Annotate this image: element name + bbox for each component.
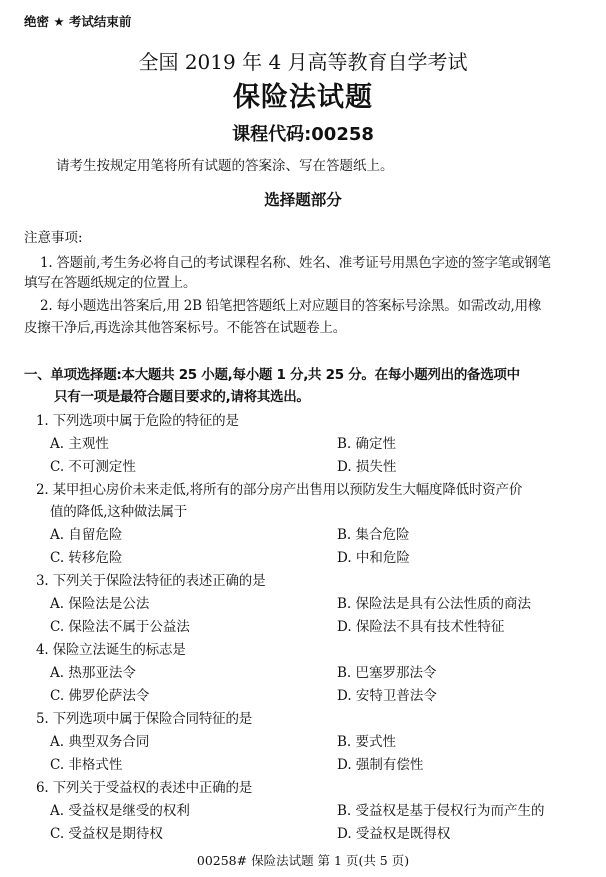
notes-heading: 注意事项:	[24, 230, 83, 246]
option-a: A. 自留危险	[50, 527, 123, 543]
option-a: A. 保险法是公法	[50, 596, 150, 612]
option-d: D. 中和危险	[337, 550, 410, 566]
option-c: C. 受益权是期待权	[50, 826, 163, 842]
question-stem: 4. 保险立法诞生的标志是	[36, 642, 186, 658]
course-code: 课程代码:00258	[232, 124, 374, 145]
question-stem: 5. 下列选项中属于保险合同特征的是	[36, 711, 253, 727]
exam-title: 全国 2019 年 4 月高等教育自学考试	[138, 50, 468, 74]
option-a: A. 典型双务合同	[50, 734, 150, 750]
question-stem-cont: 值的降低,这种做法属于	[50, 504, 188, 520]
part-one-heading: 一、单项选择题:本大题共 25 小题,每小题 1 分,共 25 分。在每小题列出的备选项中	[24, 367, 520, 383]
note-line: 2. 每小题选出答案后,用 2B 铅笔把答题纸上对应题目的答案标号涂黑。如需改动,用橡	[40, 298, 542, 314]
option-d: D. 安特卫普法令	[337, 688, 437, 704]
option-d: D. 强制有偿性	[337, 757, 424, 773]
question-stem: 1. 下列选项中属于危险的特征的是	[36, 413, 239, 429]
paper-title: 保险法试题	[233, 82, 373, 113]
option-b: B. 确定性	[337, 436, 397, 452]
option-b: B. 要式性	[337, 734, 397, 750]
question-stem: 6. 下列关于受益权的表述中正确的是	[36, 780, 253, 796]
option-a: A. 主观性	[50, 436, 109, 452]
answer-instruction: 请考生按规定用笔将所有试题的答案涂、写在答题纸上。	[56, 158, 394, 174]
option-c: C. 转移危险	[50, 550, 123, 566]
option-a: A. 热那亚法令	[50, 665, 136, 681]
option-c: C. 非格式性	[50, 757, 123, 773]
option-b: B. 受益权是基于侵权行为而产生的	[337, 803, 545, 819]
note-line: 1. 答题前,考生务必将自己的考试课程名称、姓名、准考证号用黑色字迹的签字笔或钢笔	[40, 255, 551, 271]
section-title: 选择题部分	[264, 191, 342, 209]
option-b: B. 保险法是具有公法性质的商法	[337, 596, 532, 612]
question-stem: 3. 下列关于保险法特征的表述正确的是	[36, 573, 266, 589]
question-stem: 2. 某甲担心房价未来走低,将所有的部分房产出售用以预防发生大幅度降低时资产价	[36, 482, 523, 498]
part-one-heading-cont: 只有一项是最符合题目要求的,请将其选出。	[54, 389, 310, 405]
note-line: 填写在答题纸规定的位置上。	[24, 275, 197, 291]
page-footer: 00258# 保险法试题 第 1 页(共 5 页)	[196, 853, 410, 868]
option-a: A. 受益权是继受的权利	[50, 803, 190, 819]
option-c: C. 佛罗伦萨法令	[50, 688, 150, 704]
option-b: B. 集合危险	[337, 527, 410, 543]
option-b: B. 巴塞罗那法令	[337, 665, 437, 681]
option-d: D. 受益权是既得权	[337, 826, 451, 842]
secrecy-label: 绝密 ★ 考试结束前	[24, 14, 132, 29]
option-d: D. 保险法不具有技术性特征	[337, 619, 505, 635]
option-c: C. 保险法不属于公益法	[50, 619, 190, 635]
note-line: 皮擦干净后,再选涂其他答案标号。不能答在试题卷上。	[24, 320, 347, 336]
option-c: C. 不可测定性	[50, 459, 136, 475]
option-d: D. 损失性	[337, 459, 397, 475]
